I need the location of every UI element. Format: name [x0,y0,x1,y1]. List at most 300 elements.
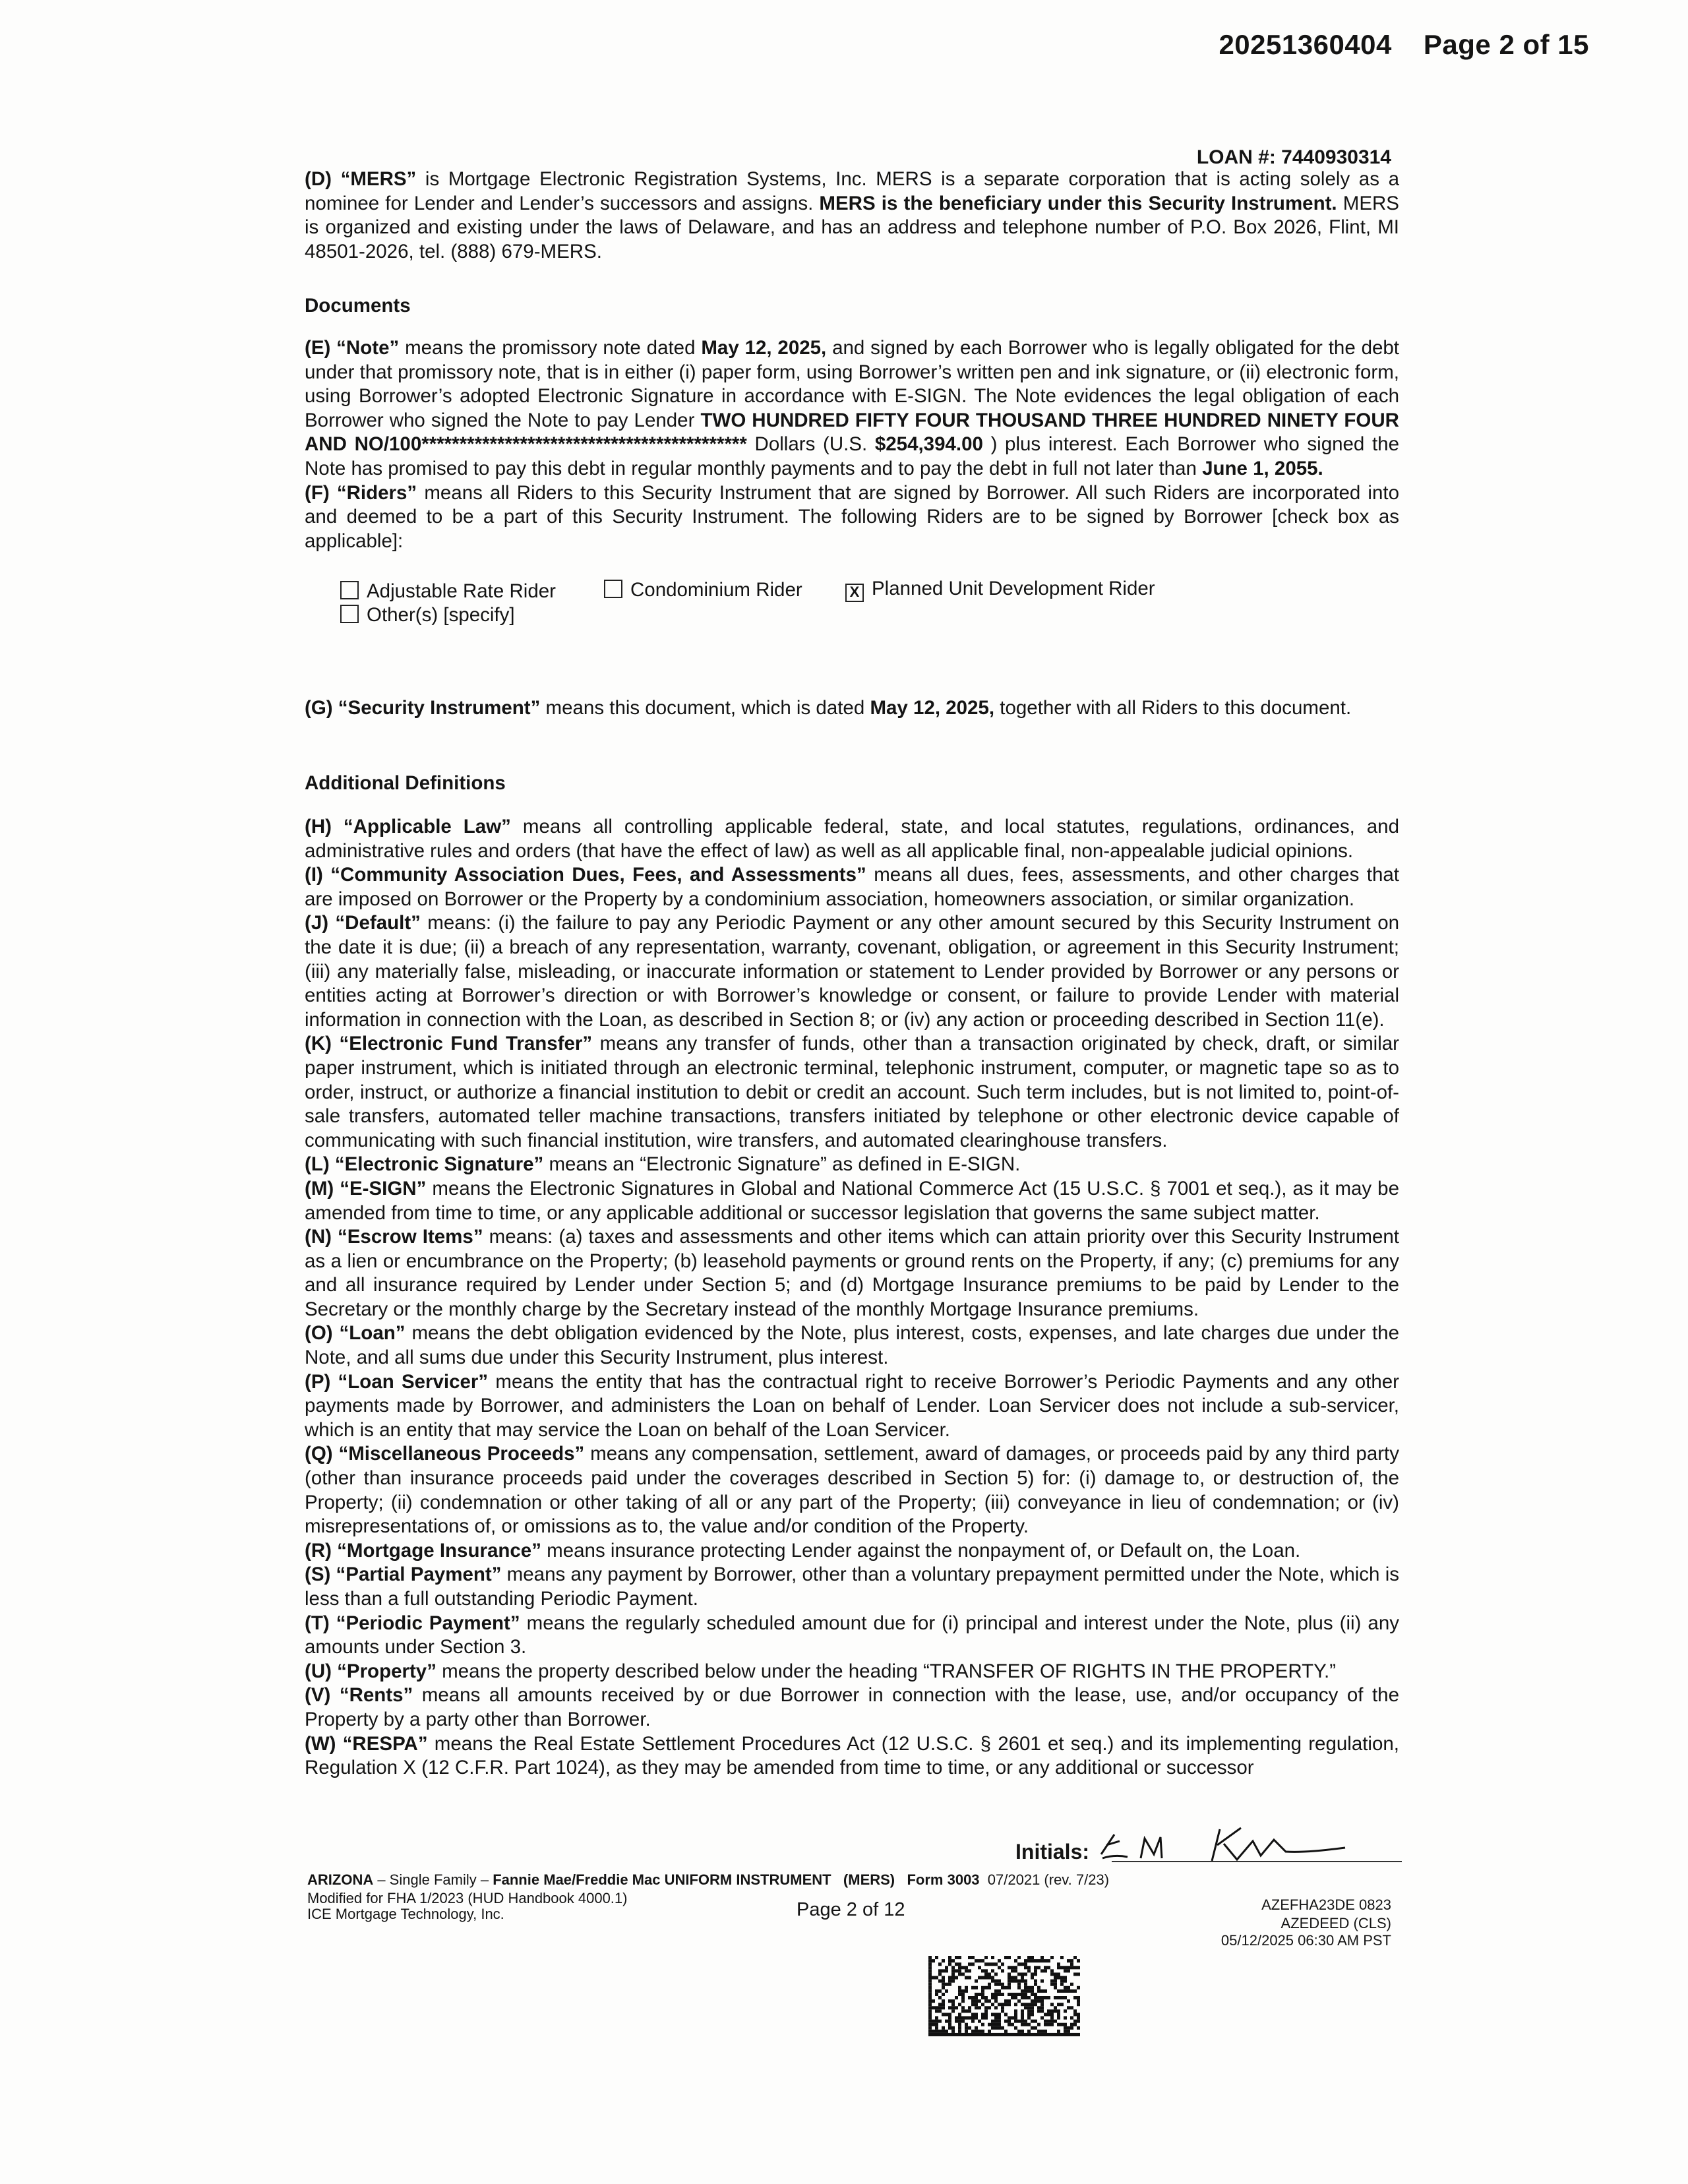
barcode-module [1064,2009,1067,2013]
barcode-module [928,2033,932,2036]
barcode-module [1070,1989,1073,1993]
definition-label: (Q) “Miscellaneous Proceeds” [305,1443,585,1465]
barcode-module [981,2013,984,2016]
section-e-t1: means the promissory note dated [399,337,702,359]
barcode-module [958,1966,961,1969]
checkbox-icon[interactable] [604,580,622,598]
barcode-module [1077,1999,1080,2003]
barcode-module [1031,1956,1034,1959]
barcode-module [945,1966,948,1969]
barcode-module [1044,2020,1047,2023]
barcode-module [1008,1972,1011,1976]
barcode-module [958,2033,961,2036]
barcode-module [1004,1986,1008,1989]
barcode-module [1001,2026,1004,2030]
barcode-module [978,1959,981,1962]
barcode-module [935,1989,938,1993]
barcode-module [935,1956,938,1959]
barcode-module [1008,1966,1011,1969]
barcode-module [1037,2009,1040,2013]
barcode-module [998,2013,1001,2016]
barcode-module [1034,2020,1037,2023]
barcode-module [1024,1959,1027,1962]
barcode-module [981,2003,984,2006]
rider-label: Adjustable Rate Rider [367,580,556,602]
barcode-module [1044,2033,1047,2036]
barcode-module [955,1976,958,1980]
barcode-module [1014,1996,1017,1999]
barcode-module [1034,2026,1037,2030]
barcode-module [971,1962,975,1966]
barcode-module [975,2003,978,2006]
barcode-module [1040,1959,1044,1962]
barcode-module [1057,2009,1060,2013]
barcode-module [1057,1972,1060,1976]
barcode-module [961,1972,965,1976]
checked-checkbox-icon[interactable]: X [845,584,864,602]
barcode-module [1050,1969,1054,1972]
barcode-module [991,2003,994,2006]
barcode-module [968,2017,971,2020]
barcode-module [1050,1972,1054,1976]
barcode-module [1021,2023,1024,2026]
definition-item [305,1032,1399,1153]
barcode-module [1027,1986,1031,1989]
barcode-module [942,1986,945,1989]
barcode-module [994,2013,998,2016]
barcode-module [951,1999,955,2003]
rider-condominium[interactable] [604,579,802,601]
stamp-page-number: Page 2 of 15 [1423,29,1589,60]
barcode-module [1070,2033,1073,2036]
definition-item [305,1684,1399,1732]
barcode-module [1037,2006,1040,2009]
barcode-module [1044,1959,1047,1962]
barcode-module [975,1980,978,1983]
barcode-module [928,1976,932,1980]
barcode-module [935,2033,938,2036]
barcode-module [928,2003,932,2006]
barcode-module [928,1969,932,1972]
barcode-module [932,2020,935,2023]
barcode-module [942,2006,945,2009]
barcode-module [1004,1956,1008,1959]
barcode-module [965,1989,968,1993]
barcode-module [1073,2023,1077,2026]
definition-label: (P) “Loan Servicer” [305,1370,489,1393]
barcode-module [1067,1966,1070,1969]
barcode-module [1034,1993,1037,1996]
definition-text: means all controlling applicable federal, state, and local statutes, regulations, ordinances, and administrative rules and orders (that have the effect of law) as well as all applicable final, non-appealable judicial opinions. [305,816,1399,862]
barcode-module [1001,2009,1004,2013]
barcode-module [1008,1976,1011,1980]
barcode-module [928,2017,932,2020]
barcode-module [1024,1989,1027,1993]
barcode-module [955,2020,958,2023]
barcode-module [928,1962,932,1966]
barcode-module [1070,1983,1073,1986]
definition-text: means all amounts received by or due Borrower in connection with the lease, use, and/or occupancy of the Property by a party other than Borrower. [305,1684,1399,1730]
barcode-module [968,1956,971,1959]
barcode-module [1077,2033,1080,2036]
barcode-module [1057,2030,1060,2033]
barcode-module [1067,2026,1070,2030]
definition-label: (O) “Loan” [305,1322,406,1345]
barcode-module [928,2030,932,2033]
section-g-label: (G) “Security Instrument” [305,697,541,719]
barcode-module [1027,1969,1031,1972]
barcode-module [958,1989,961,1993]
barcode-module [991,1980,994,1983]
definition-label: (U) “Property” [305,1660,437,1682]
barcode-module [1073,2033,1077,2036]
barcode-module [1050,2017,1054,2020]
barcode-module [938,1996,942,1999]
barcode-module [1001,2033,1004,2036]
barcode-module [984,2009,988,2013]
section-e [305,336,1399,553]
barcode-module [1067,2030,1070,2033]
barcode-module [942,2030,945,2033]
barcode-module [988,2006,991,2009]
barcode-module [971,2017,975,2020]
rider-planned-unit-development[interactable] [845,578,1155,602]
footer-modified: Modified for FHA 1/2023 (HUD Handbook 4000.1) [307,1890,628,1906]
barcode-module [1011,1993,1014,1996]
barcode-module [965,1966,968,1969]
barcode-module [928,1983,932,1986]
section-d-bold: MERS is the beneficiary under this Security Instrument. [819,192,1337,214]
definition-item [305,1177,1399,1225]
barcode-module [984,1999,988,2003]
barcode-module [998,1989,1001,1993]
barcode-module [945,2033,948,2036]
barcode-module [1037,1989,1040,1993]
barcode-module [1021,1989,1024,1993]
barcode-module [1034,1959,1037,1962]
barcode-module [1037,2033,1040,2036]
barcode-module [951,1980,955,1983]
barcode-module [951,1959,955,1962]
amount-stars: ****************************************** [429,433,747,456]
barcode-module [1057,1976,1060,1980]
barcode-module [981,1959,984,1962]
barcode-module [1034,1996,1037,1999]
barcode-module [1057,1962,1060,1966]
checkbox-icon[interactable] [340,605,359,623]
barcode-module [1040,2003,1044,2006]
footer-timestamp: 05/12/2025 06:30 AM PST [1221,1932,1391,1949]
barcode-module [998,2033,1001,2036]
barcode-module [1054,2009,1057,2013]
barcode-module [1044,2013,1047,2016]
barcode-module [1021,2003,1024,2006]
barcode-module [1031,2006,1034,2009]
barcode-module [1037,2023,1040,2026]
barcode-module [938,2003,942,2006]
barcode-module [1017,2033,1021,2036]
definition-text: means the debt obligation evidenced by the Note, plus interest, costs, expenses, and late charges due under the Note, and all sums due under this Security Instrument, plus interest. [305,1322,1399,1369]
barcode-module [975,1996,978,1999]
barcode-module [1060,1989,1064,1993]
barcode-module [1021,1962,1024,1966]
barcode-module [965,2033,968,2036]
barcode-module [978,2020,981,2023]
barcode-module [1027,2013,1031,2016]
barcode-module [1008,2023,1011,2026]
barcode-module [1008,1999,1011,2003]
barcode-module [968,2009,971,2013]
definition-text: means the Electronic Signatures in Global and National Commerce Act (15 U.S.C. § 7001 et seq.), as it may be amended from time to time, or any applicable additional or successor legislation that governs the same subject matter. [305,1177,1399,1224]
barcode-module [1031,2013,1034,2016]
barcode-module [1034,1969,1037,1972]
barcode-module [1050,1956,1054,1959]
barcode-module [965,2026,968,2030]
barcode-module [1034,1983,1037,1986]
rider-other[interactable] [340,604,515,626]
barcode-module [1014,1976,1017,1980]
barcode-module [994,2033,998,2036]
security-instrument-date: May 12, 2025, [870,697,995,719]
section-e-t3: Dollars (U.S. [746,433,875,456]
barcode-module [981,1976,984,1980]
barcode-module [948,2013,951,2016]
barcode-module [1060,1966,1064,1969]
barcode-module [951,2030,955,2033]
barcode-module [994,2017,998,2020]
barcode-module [938,2009,942,2013]
barcode-module [938,1962,942,1966]
barcode-module [1027,1989,1031,1993]
section-e-t4: ) plus interest. Each Borrower who signed the Note has promised to pay this debt in regular monthly payments and to pay the debt in full not later than [305,433,1399,479]
barcode-module [1008,2020,1011,2023]
barcode-module [1027,2017,1031,2020]
definition-item [305,1225,1399,1321]
barcode-module [1064,2030,1067,2033]
definition-text: means: (i) the failure to pay any Periodic Payment or any other amount secured by this Security Instrument on the date it is due; (ii) a breach of any representation, warranty, covenant, obligation, or agreement in this Security Instrument; (iii) any materially false, misleading, or inaccurate information or statement to Lender provided by Borrower or any persons or entities acting at Borrower’s direction or with Borrower’s knowledge or consent, or failure to provide Lender with material information in connection with the Loan, as described in Section 8; or (iv) any action or proceeding described in Section 11(e). [305,912,1400,1031]
barcode-module [975,2033,978,2036]
barcode-module [998,2020,1001,2023]
definition-label: (H) “Applicable Law” [305,816,511,837]
barcode-module [1014,2033,1017,2036]
barcode-module [1031,1999,1034,2003]
barcode-module [978,1999,981,2003]
barcode-module [968,1969,971,1972]
barcode-module [1050,2020,1054,2023]
barcode-module [1011,1976,1014,1980]
barcode-module [1077,1996,1080,1999]
barcode-module [1047,1996,1050,1999]
barcode-module [978,1966,981,1969]
footer-code-1: AZEFHA23DE 0823 [1261,1896,1391,1913]
barcode-module [1024,1980,1027,1983]
barcode-module [981,1996,984,1999]
barcode-module [1040,2033,1044,2036]
barcode-module [948,1983,951,1986]
barcode-module [994,1983,998,1986]
definition-text: means insurance protecting Lender against the nonpayment of, or Default on, the Loan. [541,1539,1301,1562]
barcode-module [932,1976,935,1980]
barcode-module [1060,2033,1064,2036]
barcode-module [991,2023,994,2026]
barcode-module [958,2003,961,2006]
barcode-module [928,1980,932,1983]
barcode-module [1064,1980,1067,1983]
barcode-module [981,2030,984,2033]
barcode-module [1008,2017,1011,2020]
barcode-module [1054,2006,1057,2009]
barcode-module [942,2003,945,2006]
barcode-module [1057,2023,1060,2026]
barcode-module [998,1983,1001,1986]
barcode-module [984,1969,988,1972]
barcode-module [994,1996,998,1999]
barcode-module [1021,2020,1024,2023]
barcode-module [981,2023,984,2026]
barcode-module [975,1993,978,1996]
barcode-module [1073,2013,1077,2016]
rider-label: Other(s) [specify] [367,604,515,626]
barcode-module [1017,1983,1021,1986]
barcode-module [1040,1969,1044,1972]
barcode-module [928,2013,932,2016]
barcode-module [1034,1999,1037,2003]
definition-text: means the regularly scheduled amount due for (i) principal and interest under the Note, plus (ii) any amounts under Section 3. [305,1612,1399,1658]
barcode-module [1073,2020,1077,2023]
barcode-module [1014,2009,1017,2013]
barcode-module [978,1976,981,1980]
barcode-module [951,2026,955,2030]
barcode-module [1008,1993,1011,1996]
barcode-module [998,2023,1001,2026]
definition-label: (I) “Community Association Dues, Fees, and Assessments” [305,864,866,886]
footer-state: ARIZONA [307,1871,374,1888]
barcode-module [1064,2026,1067,2030]
barcode-module [955,2006,958,2009]
barcode-icon [928,1956,1080,2036]
barcode-module [1077,2017,1080,2020]
barcode-module [1077,1966,1080,1969]
barcode-module [961,2009,965,2013]
barcode-module [1064,1996,1067,1999]
checkbox-icon[interactable] [340,581,359,599]
barcode-module [1024,1993,1027,1996]
barcode-module [1031,2033,1034,2036]
barcode-module [998,2003,1001,2006]
barcode-module [928,1993,932,1996]
barcode-module [1027,1996,1031,1999]
barcode-module [948,2023,951,2026]
barcode-module [971,2020,975,2023]
barcode-module [961,1999,965,2003]
definition-item [305,1732,1399,1780]
barcode-module [1011,2023,1014,2026]
barcode-module [928,1999,932,2003]
barcode-module [971,1956,975,1959]
document-number: 20251360404 [1219,29,1392,60]
rider-adjustable-rate[interactable] [340,580,556,603]
barcode-module [984,1972,988,1976]
barcode-module [1040,1980,1044,1983]
barcode-module [948,1959,951,1962]
barcode-module [1008,1956,1011,1959]
barcode-module [938,1980,942,1983]
barcode-module [984,2013,988,2016]
barcode-module [1037,1999,1040,2003]
barcode-module [1064,1976,1067,1980]
barcode-module [1050,2009,1054,2013]
barcode-module [961,1989,965,1993]
barcode-module [1050,1983,1054,1986]
barcode-module [951,2003,955,2006]
barcode-module [1070,1959,1073,1962]
barcode-module [984,2017,988,2020]
barcode-module [998,1959,1001,1962]
barcode-module [942,1976,945,1980]
barcode-module [988,1999,991,2003]
barcode-module [1024,1983,1027,1986]
barcode-module [965,1969,968,1972]
barcode-module [994,1989,998,1993]
barcode-module [998,1993,1001,1996]
barcode-module [981,2017,984,2020]
barcode-module [1008,1983,1011,1986]
barcode-module [994,1962,998,1966]
barcode-module [981,1993,984,1996]
barcode-module [1031,2003,1034,2006]
barcode-module [965,2023,968,2026]
barcode-module [1021,2017,1024,2020]
barcode-module [1001,1986,1004,1989]
barcode-module [968,1976,971,1980]
barcode-module [1001,1969,1004,1972]
barcode-module [935,2023,938,2026]
barcode-module [958,2026,961,2030]
barcode-module [975,2026,978,2030]
barcode-module [1047,2033,1050,2036]
barcode-module [988,1986,991,1989]
barcode-module [1067,2033,1070,2036]
barcode-module [928,1986,932,1989]
barcode-module [1017,2030,1021,2033]
barcode-module [981,1989,984,1993]
barcode-module [1001,1962,1004,1966]
barcode-module [965,2009,968,2013]
definition-text: means any transfer of funds, other than a transaction originated by check, draft, or similar paper instrument, which is initiated through an electronic terminal, telephonic instrument, computer, or magnetic tape so as to order, instruct, or authorize a financial institution to debit or credit an account. Such term includes, but is not limited to, point-of-sale transfers, automated teller machine transactions, transfers initiated by telephone or other electronic device capable of communicating with such financial institution, wire transfers, and automated clearinghouse transfers. [305,1033,1399,1151]
definition-item [305,1321,1399,1370]
barcode-module [938,1969,942,1972]
barcode-module [928,1972,932,1976]
footer-company: ICE Mortgage Technology, Inc. [307,1906,504,1922]
barcode-module [991,2033,994,2036]
barcode-module [984,1956,988,1959]
definitions-list [305,815,1399,1780]
barcode-module [1054,1980,1057,1983]
barcode-module [1034,1972,1037,1976]
barcode-module [1070,1962,1073,1966]
barcode-module [984,1986,988,1989]
definition-label: (K) “Electronic Fund Transfer” [305,1033,593,1055]
barcode-module [1024,1996,1027,1999]
barcode-module [1040,2017,1044,2020]
barcode-module [1050,2003,1054,2006]
barcode-module [1064,2017,1067,2020]
barcode-module [1070,2006,1073,2009]
barcode-module [1077,1986,1080,1989]
barcode-module [1017,1980,1021,1983]
barcode-module [945,1989,948,1993]
barcode-module [932,2006,935,2009]
